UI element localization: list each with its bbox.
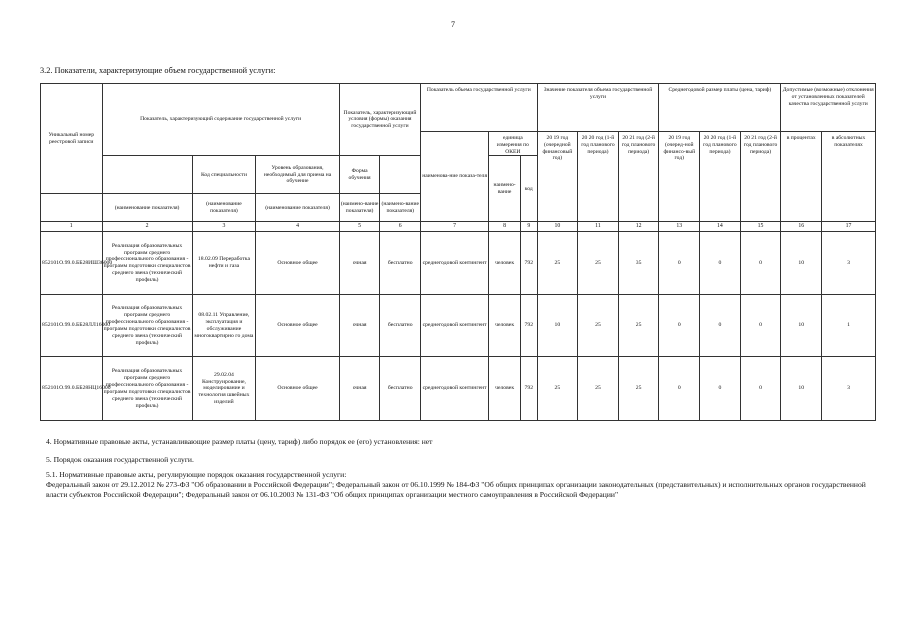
specialty: 08.02.11 Управление, эксплуатация и обслуживание многоквартирно го дома [192,295,256,357]
column-number: 12 [618,222,659,232]
table-row [41,357,876,421]
volume-indicators-table [40,83,876,421]
header-fee-year2: 20 20 год (1-й год планового периода) [700,132,741,222]
legal-acts-list: Федеральный закон от 29.12.2012 № 273-ФЗ "Об образовании в Российской Федерации"; Федеральный закон от 06.10.1999 № 184-ФЗ "Об общих принципах организации законодательных (представительных) и исполнительных органов государственной власти субъектов Российской Федерации"; Федеральный закон от 06.10.2003 № 131-ФЗ "Об общих принципах организации местного самоуправления в Российской Федерации" [46,479,866,499]
column-number: 14 [700,222,741,232]
header-unit-name: наимено-вание [489,156,521,222]
header-registry-blank [41,194,103,222]
fee-year2: 0 [700,295,741,357]
fee-type: бесплатно [380,295,421,357]
header-name-indicator-4: (наимено-вание показателя) [339,194,380,222]
value-year2: 25 [578,295,619,357]
column-number: 6 [380,222,421,232]
value-year2: 25 [578,357,619,421]
page-number: 7 [451,20,455,29]
registry-number: 852101О.99.0.ББ28ИШ36000 [41,232,103,295]
education-level: Основное общее [256,357,339,421]
header-content-group: Показатель, характеризующий содержание государственной услуги [102,84,339,156]
header-program-blank [102,156,192,194]
training-form: очная [339,357,380,421]
column-number: 1 [41,222,103,232]
column-number: 9 [521,222,538,232]
column-number: 4 [256,222,339,232]
fee-type: бесплатно [380,357,421,421]
header-name-indicator-2: (наименование показателя) [192,194,256,222]
unit-name: человек [489,357,521,421]
fee-type: бесплатно [380,232,421,295]
table-row [41,295,876,357]
specialty: 29.02.04 Конструирование, моделирование и технология швейных изделий [192,357,256,421]
header-dev-percent: в процентах [781,132,822,222]
deviation-absolute: 3 [822,232,876,295]
header-deviation-group: Допустимые (возможные) отклонения от установленных показателей качества государственной услуги [781,84,876,132]
header-name-indicator-1: (наименование показателя) [102,194,192,222]
column-number: 13 [659,222,700,232]
value-year3: 25 [618,295,659,357]
column-number: 3 [192,222,256,232]
section-title: 3.2. Показатели, характеризующие объем государственной услуги: [40,66,276,75]
header-name-indicator-5: (наимено-вание показателя) [380,194,421,222]
header-code-specialty: Код специальности [192,156,256,194]
header-unit-okei: единица измерения по ОКЕИ [489,132,537,156]
value-year3: 25 [618,357,659,421]
fee-year1: 0 [659,232,700,295]
fee-year2: 0 [700,357,741,421]
header-fee-type-blank [380,156,421,194]
unit-name: человек [489,295,521,357]
program-name: Реализация образовательных программ среднего профессионального образования - программ подготовки специалистов среднего звена (технический профиль) [102,232,192,295]
program-name: Реализация образовательных программ среднего профессионального образования - программ подготовки специалистов среднего звена (технический профиль) [102,357,192,421]
deviation-absolute: 3 [822,357,876,421]
header-year1: 20 19 год (очередной финансовый год) [537,132,578,222]
column-number: 7 [421,222,489,232]
fee-year1: 0 [659,357,700,421]
header-dev-absolute: в абсолютных показателях [822,132,876,222]
fee-year3: 0 [740,357,781,421]
header-year2: 20 20 год (1-й год планового периода) [578,132,619,222]
indicator-name: среднегодовой контингент [421,295,489,357]
value-year1: 10 [537,295,578,357]
indicator-name: среднегодовой контингент [421,357,489,421]
training-form: очная [339,232,380,295]
fee-year3: 0 [740,232,781,295]
column-number: 15 [740,222,781,232]
header-unique-number: Уникальный номер реестровой записи [41,84,103,194]
education-level: Основное общее [256,295,339,357]
specialty: 18.02.09 Переработка нефти и газа [192,232,256,295]
deviation-percent: 10 [781,357,822,421]
column-number: 17 [822,222,876,232]
value-year3: 35 [618,232,659,295]
fee-year1: 0 [659,295,700,357]
header-volume-group: Показатель объема государственной услуги [421,84,537,132]
fee-regulation-note: 4. Нормативные правовые акты, устанавливающие размер платы (цену, тариф) либо порядок ее (его) установления: нет [46,437,433,446]
value-year1: 25 [537,357,578,421]
unit-name: человек [489,232,521,295]
training-form: очная [339,295,380,357]
column-number-row [41,222,876,232]
unit-code: 792 [521,232,538,295]
indicator-name: среднегодовой контингент [421,232,489,295]
deviation-absolute: 1 [822,295,876,357]
header-conditions-group: Показатель, характеризующий условия (формы) оказания государственной услуги [339,84,420,156]
unit-code: 792 [521,295,538,357]
header-year3: 20 21 год (2-й год планового периода) [618,132,659,222]
header-fee-year3: 20 21 год (2-й год планового периода) [740,132,781,222]
value-year2: 25 [578,232,619,295]
header-name-indicator-3: (наименование показателя) [256,194,339,222]
fee-year2: 0 [700,232,741,295]
header-education-level: Уровень образования, необходимый для приема на обучение [256,156,339,194]
column-number: 8 [489,222,521,232]
column-number: 11 [578,222,619,232]
column-number: 10 [537,222,578,232]
table-row [41,232,876,295]
registry-number: 852101О.99.0.ББ28ЛЛ16000 [41,295,103,357]
deviation-percent: 10 [781,232,822,295]
header-fee-year1: 20 19 год (очеред-ной финансо-вый год) [659,132,700,222]
fee-year3: 0 [740,295,781,357]
unit-code: 792 [521,357,538,421]
value-year1: 25 [537,232,578,295]
education-level: Основное общее [256,232,339,295]
header-indicator-name: наименова-ние показа-теля [421,132,489,222]
deviation-percent: 10 [781,295,822,357]
legal-acts-block [46,470,886,500]
header-training-form: Форма обучения [339,156,380,194]
column-number: 2 [102,222,192,232]
service-procedure-heading: 5. Порядок оказания государственной услуги. [46,455,194,464]
column-number: 16 [781,222,822,232]
legal-acts-heading: 5.1. Нормативные правовые акты, регулирующие порядок оказания государственной услуги: [46,470,347,479]
program-name: Реализация образовательных программ среднего профессионального образования - программ подготовки специалистов среднего звена (технический профиль) [102,295,192,357]
column-number: 5 [339,222,380,232]
header-unit-code: код [521,156,538,222]
registry-number: 852101О.99.0.ББ28НЦ16000 [41,357,103,421]
header-value-group: Значение показателя объема государственной услуги [537,84,659,132]
header-fee-group: Среднегодовой размер платы (цена, тариф) [659,84,781,132]
